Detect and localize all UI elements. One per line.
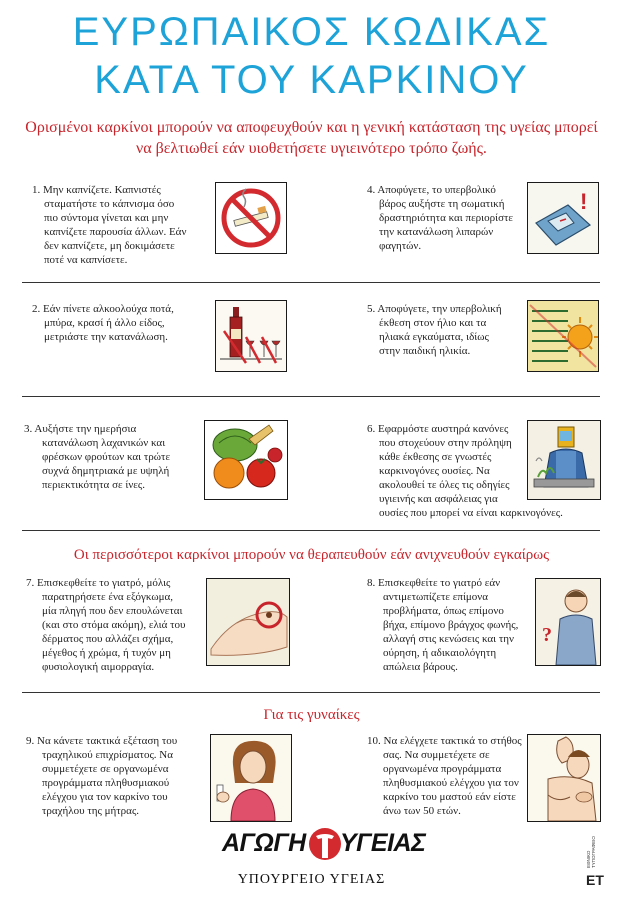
poster-title-line1: ΕΥΡΩΠΑΙΚΟΣ ΚΩΔΙΚΑΣ: [72, 10, 551, 54]
item-line: άνω των 50 ετών.: [383, 805, 461, 817]
item-line: (και στο στόμα ακόμη), ελιά του: [42, 619, 186, 631]
workplace-safety-icon: [527, 420, 601, 500]
subtitle-line1: Ορισμένοι καρκίνοι μπορούν να αποφευχθούν και η γενική κατάσταση της υγείας μπορεί: [25, 119, 598, 136]
health-education-logo: [222, 826, 426, 864]
item-line: ακολουθεί τε όλες τις οδηγίες: [379, 479, 510, 491]
item-line: φυσιολογική αιμορραγία.: [42, 661, 155, 673]
item-line: αντιμετωπίζετε επίμονα: [383, 591, 489, 603]
item-line: κατανάλωση λαχανικών και: [42, 437, 166, 449]
logo-text-left: ΑΓΩΓΗ: [222, 829, 306, 857]
fruits-vegetables-icon: [204, 420, 288, 500]
woman-test-icon: [210, 734, 292, 822]
item-line: σας. Να συμμετέχετε σε: [383, 749, 490, 761]
item-line: απώλεια βάρους.: [383, 661, 458, 673]
svg-text:!: !: [580, 189, 588, 214]
item-line: 2. Εάν πίνετε αλκοολούχα ποτά,: [32, 303, 174, 315]
item-line: καρκινογόνες ουσίες. Να: [379, 465, 490, 477]
code-item-1: [32, 183, 207, 267]
item-line: μία πληγή που δεν επουλώνεται: [42, 605, 183, 617]
item-line: 10. Να ελέγχετε τακτικά το στήθος: [367, 735, 522, 747]
item-line: συχνά δημητριακά με υψηλή: [42, 465, 170, 477]
item-line: στην παιδική ηλικία.: [379, 345, 471, 357]
code-item-7: [26, 576, 204, 674]
item-line: 4. Αποφύγετε, το υπερβολικό: [367, 184, 496, 196]
item-line: βήχα, επίμονο βράγχος φωνής,: [383, 619, 519, 631]
breast-self-exam-icon: [527, 734, 601, 822]
item-line: 9. Να κάνετε τακτικά εξέταση του: [26, 735, 178, 747]
stamp-text: ΕΘΝΙΚΟ ΤΥΠΟΓΡΑΦΕΙΟ: [586, 836, 596, 868]
item-line: οργανωμένα προγράμματα: [383, 763, 502, 775]
logo-text-right: ΥΓΕΙΑΣ: [340, 829, 426, 857]
item-line: την κατανάλωση λιπαρών: [379, 226, 494, 238]
item-line: πιο σύντομα γίνεται και μην: [44, 212, 169, 224]
code-item-4: [367, 183, 517, 253]
item-line: μπύρα, κρασί ή άλλο είδος,: [44, 317, 165, 329]
item-line: 5. Αποφύγετε, την υπερβολική: [367, 303, 502, 315]
item-line: τραχήλου της μήτρας.: [42, 805, 140, 817]
item-line: 7. Επισκεφθείτε το γιατρό, μόλις: [26, 577, 171, 589]
divider: [22, 692, 600, 693]
item-line: υγιεινής και ασφάλειας για: [379, 493, 498, 505]
item-line: καπνίζετε παρουσία άλλων. Εάν: [44, 226, 187, 238]
item-line: καρκίνο του μαστού εάν είστε: [383, 791, 516, 803]
item-line: φρέσκων φρούτων και τρώτε: [42, 451, 171, 463]
item-line: ελέγχου για τον καρκίνο του: [42, 791, 168, 803]
section-women-heading: Για τις γυναίκες: [263, 707, 360, 723]
item-line: ουσίες που μπορεί να είναι καρκινογόνες.: [379, 507, 563, 519]
item-line: δέρματος που αλλάζει σχήμα,: [42, 633, 174, 645]
item-line: δραστηριότητα και περιορίστε: [379, 212, 514, 224]
item-line: έκθεση στον ήλιο και τα: [379, 317, 487, 329]
item-line: μέγεθος ή χρώμα, ή τυχόν μη: [42, 647, 171, 659]
poster-title-line2: ΚΑΤΑ ΤΟΥ ΚΑΡΚΙΝΟΥ: [94, 58, 529, 102]
subtitle-line2: να βελτιωθεί εάν υιοθετήσετε υγιεινότερο τρόπο ζωής.: [136, 140, 487, 157]
item-line: προγράμματα πληθυσμιακού: [42, 777, 170, 789]
code-item-5: [367, 302, 517, 358]
item-line: 6. Εφαρμόστε αυστηρά κανόνες: [367, 423, 509, 435]
item-line: συμμετέχετε σε οργανωμένα: [42, 763, 169, 775]
item-line: περιεκτικότητα σε ίνες.: [42, 479, 146, 491]
sun-exposure-icon: [527, 300, 599, 372]
item-line: δεν καπνίζετε, μη δοκιμάσετε: [44, 240, 175, 252]
alcohol-icon: [215, 300, 287, 372]
item-line: 3. Αυξήστε την ημερήσια: [24, 423, 137, 435]
item-line: 8. Επισκεφθείτε το γιατρό εάν: [367, 577, 501, 589]
divider: [22, 396, 600, 397]
item-line: τραχηλικού επιχρίσματος. Να: [42, 749, 174, 761]
ministry-of-health: ΥΠΟΥΡΓΕΙΟ ΥΓΕΙΑΣ: [237, 872, 386, 887]
code-item-9: [26, 734, 206, 818]
svg-text:?: ?: [542, 624, 552, 646]
item-line: βάρος αυξήστε τη σωματική: [379, 198, 505, 210]
item-line: μετριάστε την κατανάλωση.: [44, 331, 168, 343]
worried-person-icon: [535, 578, 601, 666]
item-line: κάθε έκθεσης σε γνωστές: [379, 451, 492, 463]
item-line: φαγητών.: [379, 240, 422, 252]
item-line: αλλαγή στις κενώσεις και την: [383, 633, 515, 645]
item-line: ποτέ να καπνίσετε.: [44, 254, 128, 266]
divider: [22, 530, 600, 531]
red-cross-emblem-icon: [308, 826, 342, 862]
divider: [22, 282, 600, 283]
code-item-2: [32, 302, 207, 344]
skin-mole-icon: [206, 578, 290, 666]
item-line: ηλιακά εγκαύματα, ιδίως: [379, 331, 489, 343]
code-item-8: [367, 576, 547, 674]
code-item-3: [24, 422, 202, 492]
stamp-mark: ΕΤ: [586, 872, 604, 888]
item-line: ούρηση, ή αδικαιολόγητη: [383, 647, 497, 659]
weight-scale-icon: [527, 182, 599, 254]
item-line: παρατηρήσετε ένα εξόγκωμα,: [42, 591, 174, 603]
item-line: προβλήματα, όπως επίμονο: [383, 605, 504, 617]
item-line: πληθυσμιακού ελέγχου για τον: [383, 777, 519, 789]
item-line: 1. Μην καπνίζετε. Καπνιστές: [32, 184, 161, 196]
item-line: που στοχεύουν στην πρόληψη: [379, 437, 512, 449]
national-printing-office-stamp: [586, 828, 608, 888]
section-early-detection-heading: Οι περισσότεροι καρκίνοι μπορούν να θεραπευθούν εάν ανιχνευθούν εγκαίρως: [73, 547, 550, 563]
no-smoking-icon: [215, 182, 287, 254]
item-line: σταματήστε το κάπνισμα όσο: [44, 198, 175, 210]
